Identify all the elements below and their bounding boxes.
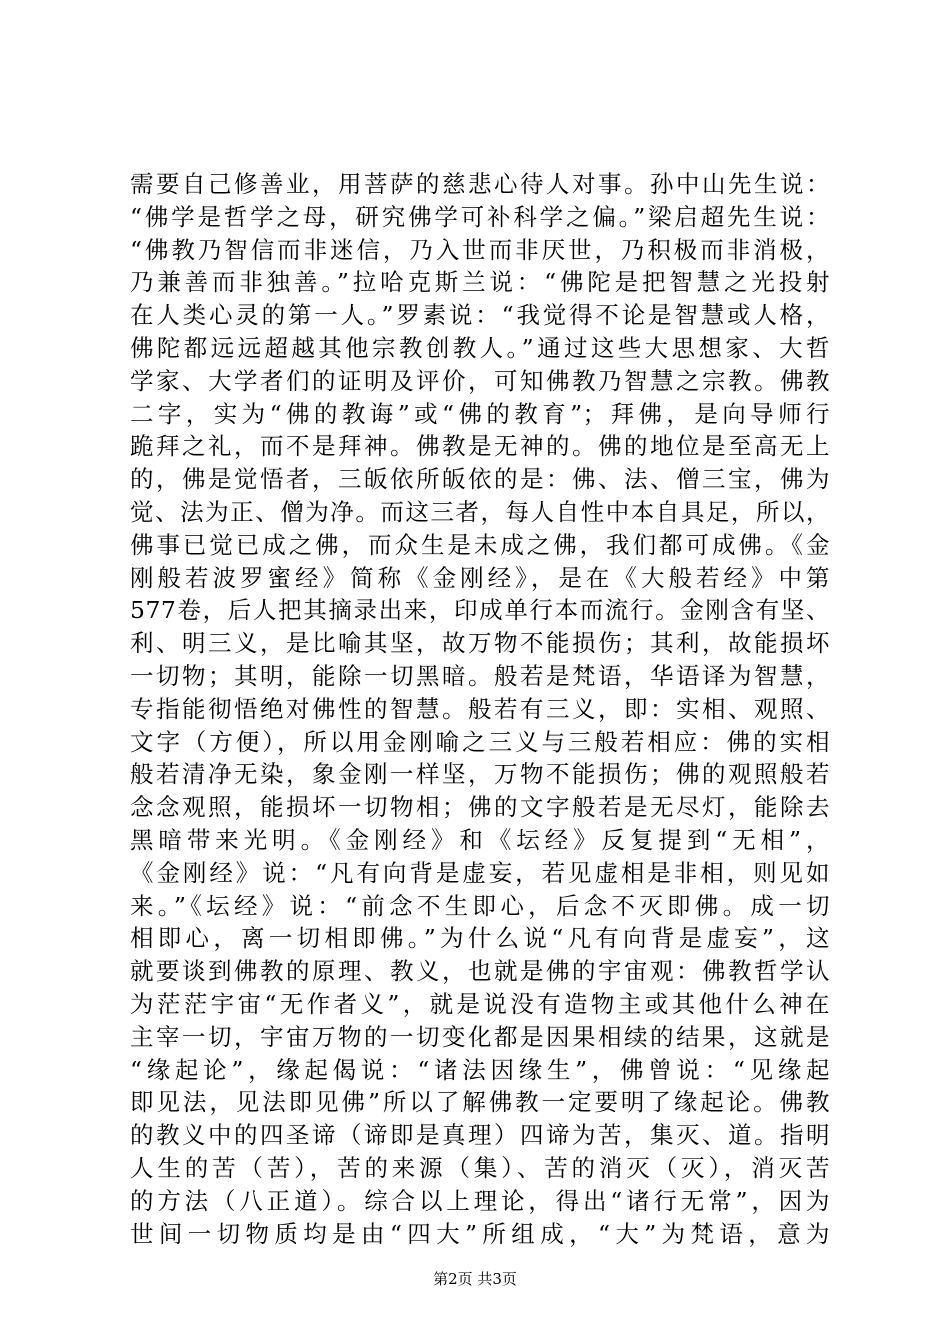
text-line: 需要自己修善业，用菩萨的慈悲心待人对事。孙中山先生说： xyxy=(130,170,830,198)
text-line: 的，佛是觉悟者，三皈依所皈依的是：佛、法、僧三宝，佛为 xyxy=(130,465,830,494)
text-line: “佛教乃智信而非迷信，乃入世而非厌世，乃积极而非消极， xyxy=(130,235,830,264)
text-line: 主宰一切，宇宙万物的一切变化都是因果相续的结果，这就是 xyxy=(130,1022,830,1051)
text-line: 学家、大学者们的证明及评价，可知佛教乃智慧之宗教。佛教 xyxy=(130,366,830,395)
text-line: 577卷，后人把其摘录出来，印成单行本而流行。金刚含有坚、 xyxy=(130,596,830,625)
text-line: 在人类心灵的第一人。”罗素说：“我觉得不论是智慧或人格， xyxy=(130,301,830,330)
text-line: 一切物；其明，能除一切黑暗。般若是梵语，华语译为智慧， xyxy=(130,661,830,690)
text-line: “佛学是哲学之母，研究佛学可补科学之偏。”梁启超先生说： xyxy=(130,202,830,231)
text-line: 世间一切物质均是由“四大”所组成，“大”为梵语，意为 xyxy=(130,1219,830,1248)
text-line: 人生的苦（苦），苦的来源（集）、苦的消灭（灭），消灭苦 xyxy=(130,1153,830,1182)
text-line: 来。”《坛经》说：“前念不生即心，后念不灭即佛。成一切 xyxy=(130,891,830,920)
text-line: 专指能彻悟绝对佛性的智慧。般若有三义，即：实相、观照、 xyxy=(130,694,830,723)
text-line: 的方法（八正道）。综合以上理论，得出“诸行无常”，因为 xyxy=(130,1186,830,1215)
text-line: 《金刚经》说：“凡有向背是虚妄，若见虚相是非相，则见如 xyxy=(130,858,830,887)
text-line: 佛陀都远远超越其他宗教创教人。”通过这些大思想家、大哲 xyxy=(130,333,830,362)
text-line: 为茫茫宇宙“无作者义”，就是说没有造物主或其他什么神在 xyxy=(130,989,830,1018)
text-line: 跪拜之礼，而不是拜神。佛教是无神的。佛的地位是至高无上 xyxy=(130,432,830,461)
text-line: 文字（方便），所以用金刚喻之三义与三般若相应：佛的实相 xyxy=(130,727,830,756)
text-line: 即见法，见法即见佛”所以了解佛教一定要明了缘起论。佛教 xyxy=(130,1088,830,1117)
text-line: 念念观照，能损坏一切物相；佛的文字般若是无尽灯，能除去 xyxy=(130,793,830,822)
text-line: 觉、法为正、僧为净。而这三者，每人自性中本自具足，所以， xyxy=(130,497,830,526)
text-line: 二字，实为“佛的教诲”或“佛的教育”；拜佛，是向导师行 xyxy=(130,399,830,428)
text-line: 刚般若波罗蜜经》简称《金刚经》，是在《大般若经》中第 xyxy=(130,563,830,592)
text-line: 佛事已觉已成之佛，而众生是未成之佛，我们都可成佛。《金 xyxy=(130,530,830,559)
page-footer: 第2页 共3页 xyxy=(433,1270,517,1288)
text-line: 利、明三义，是比喻其坚，故万物不能损伤；其利，故能损坏 xyxy=(130,629,830,658)
text-line: 黑暗带来光明。《金刚经》和《坛经》反复提到“无相”， xyxy=(130,825,830,854)
text-line: 乃兼善而非独善。”拉哈克斯兰说：“佛陀是把智慧之光投射 xyxy=(130,268,830,297)
text-line: 就要谈到佛教的原理、教义，也就是佛的宇宙观：佛教哲学认 xyxy=(130,957,830,986)
text-line: 的教义中的四圣谛（谛即是真理）四谛为苦，集灭、道。指明 xyxy=(130,1121,830,1150)
text-line: 相即心，离一切相即佛。”为什么说“凡有向背是虚妄”，这 xyxy=(130,924,830,953)
text-line: 般若清净无染，象金刚一样坚，万物不能损伤；佛的观照般若 xyxy=(130,760,830,789)
body-text xyxy=(130,168,830,1250)
text-line: “缘起论”，缘起偈说：“诸法因缘生”，佛曾说：“见缘起 xyxy=(130,1055,830,1084)
